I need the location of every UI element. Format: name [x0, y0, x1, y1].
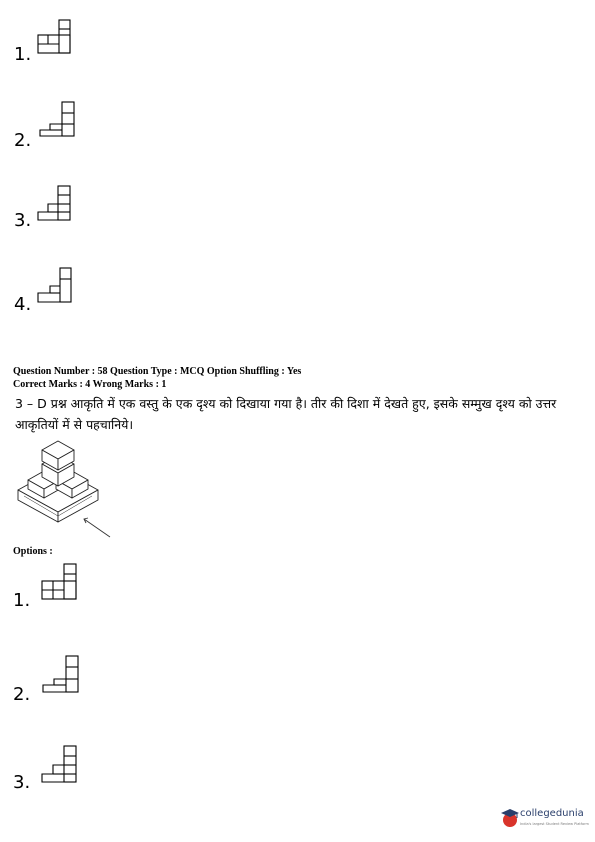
- question-meta-line-2: Correct Marks : 4 Wrong Marks : 1: [13, 379, 167, 390]
- option-1-number: 1.: [13, 590, 31, 611]
- top-option-2-number: 2.: [14, 130, 32, 151]
- top-option-2-figure: [38, 100, 78, 140]
- logo-wordmark: collegedunia: [520, 808, 584, 819]
- option-2-figure: [40, 654, 82, 696]
- top-option-3-number: 3.: [14, 210, 32, 231]
- top-option-1-figure: [36, 18, 76, 58]
- collegedunia-logo: [500, 806, 592, 832]
- option-2-number: 2.: [13, 684, 31, 705]
- top-option-3-figure: [36, 184, 76, 224]
- top-option-4-figure: [36, 266, 76, 306]
- option-3-number: 3.: [13, 772, 31, 793]
- top-option-1-number: 1.: [14, 44, 32, 65]
- option-1-figure: [40, 562, 82, 604]
- options-label: Options :: [13, 546, 53, 557]
- question-meta-line-1: Question Number : 58 Question Type : MCQ Option Shuffling : Yes: [13, 366, 302, 377]
- logo-tagline: India's largest Student Review Platform: [520, 822, 589, 826]
- question-text: 3 – D प्रश्न आकृति में एक वस्तु के एक दृश्य को दिखाया गया है। तीर की दिशा में देखते हुए, इसके सम्मुख दृश्य को उत्तर आकृतियों में से पहचानिये।: [15, 396, 557, 432]
- question-isometric-figure: [14, 440, 124, 544]
- top-option-4-number: 4.: [14, 294, 32, 315]
- option-3-figure: [40, 744, 82, 786]
- graduation-cap-icon: [500, 807, 520, 829]
